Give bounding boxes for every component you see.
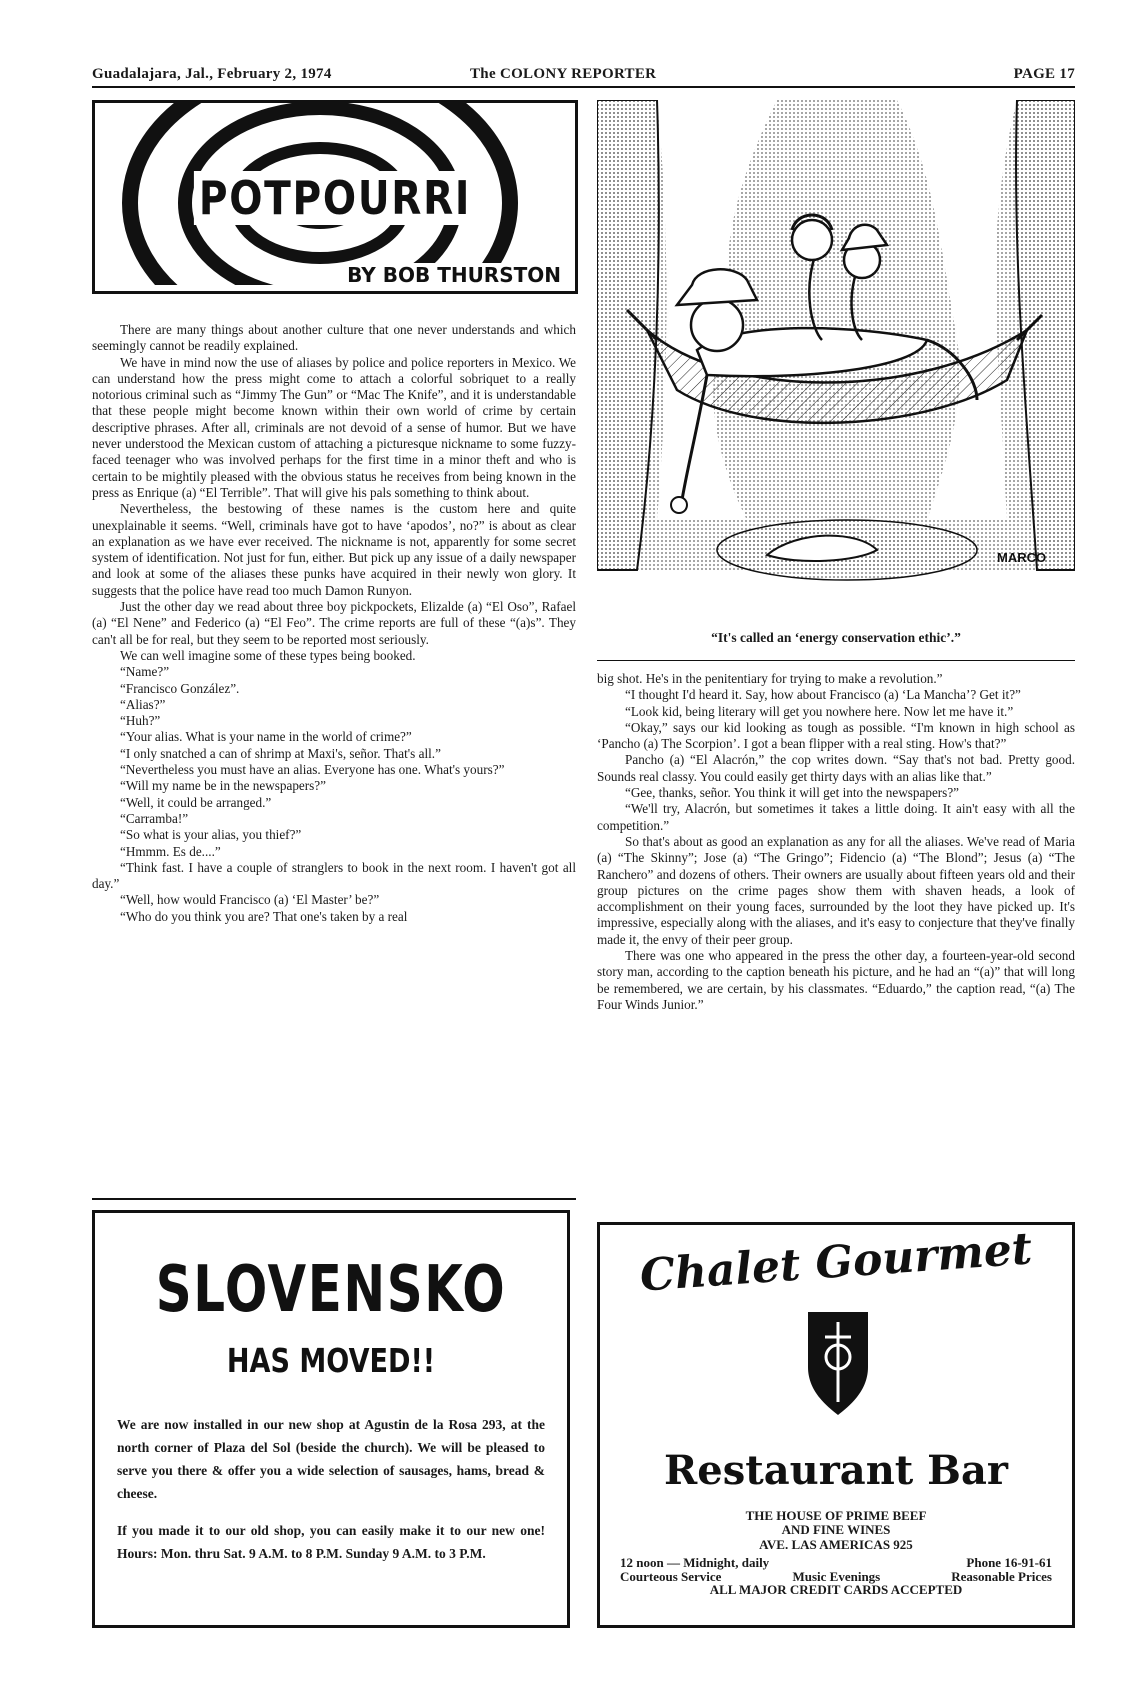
newspaper-name: The COLONY REPORTER — [470, 66, 657, 82]
ad-slovensko-paragraph: We are now installed in our new shop at Agustin de la Rosa 293, at the north corner of Plaza del Sol (beside the church). We will be pleased to serve you there & offer you a wide selection of sausages, hams, bread & cheese. — [117, 1417, 545, 1501]
article-paragraph: “Who do you think you are? That one's taken by a real — [120, 908, 408, 924]
page-number: PAGE 17 — [1013, 66, 1075, 82]
cartoon — [597, 100, 1075, 625]
ad-slovensko-body — [117, 1413, 545, 1579]
article-paragraph: Pancho (a) “El Alacrón,” the cop writes down. “Say that's not bad. Pretty good. Sounds real classy. You could easily get thirty days with an alias like that.” — [597, 752, 1075, 784]
shield-emblem-icon — [803, 1307, 873, 1417]
ad-chalet-line-1: THE HOUSE OF PRIME BEEF — [745, 1508, 927, 1523]
article-paragraph: “Gee, thanks, señor. You think it will get into the newspapers?” — [625, 785, 960, 801]
article-paragraph: “Well, how would Francisco (a) ‘El Master’ be?” — [120, 892, 380, 908]
ad-slovensko-subtitle: HAS MOVED!! — [226, 1341, 436, 1380]
article-left-column — [92, 322, 576, 925]
article-right-column — [597, 671, 1075, 1013]
article-paragraph: There was one who appeared in the press the other day, a fourteen-year-old second story man, according to the caption beneath his picture, and he had an “(a)” that will long be remembered, we are certain, by his classmates. “Eduardo,” the caption read, “(a) The Four Winds Junior.” — [597, 948, 1075, 1012]
article-paragraph: “Carramba!” — [120, 810, 189, 826]
column-masthead — [92, 100, 578, 294]
cartoonist-signature: MARCO — [997, 550, 1047, 565]
article-paragraph: So that's about as good an explanation as any for all the aliases. We've read of Maria (a) “The Skinny”; Jose (a) “The Gringo”; Fidencio (a) “The Blond”; Jesus (a) “The Ranchero” and dozens of others. Their owners are usually about fifteen years old and their group pictures on the crime pages show them with shaven heads, a look of accomplishment on their young faces, surrounded by the loot they have picked up. It's impressive, especially along with the aliases, and it's easy to conjecture that they've finally made it, the envy of their peer group. — [597, 833, 1075, 947]
ad-chalet-phone: Phone 16-91-61 — [966, 1555, 1052, 1570]
left-column-bottom-rule — [92, 1198, 576, 1200]
ad-slovensko-title: SLOVENSKO — [155, 1253, 507, 1327]
article-paragraph: “I only snatched a can of shrimp at Maxi's, señor. That's all.” — [120, 745, 441, 761]
article-paragraph: “Name?” — [120, 664, 170, 680]
article-paragraph: Just the other day we read about three boy pickpockets, Elizalde (a) “El Oso”, Rafael (a) “El Nene” and Federico (a) “El Feo”. The crime reports are full of these “(a)s”. They can't all be for real, but they seem to be reported most seriously. — [92, 599, 576, 647]
dateline: Guadalajara, Jal., February 2, 1974 — [92, 66, 332, 82]
article-paragraph: “Look kid, being literary will get you nowhere here. Now let me have it.” — [625, 703, 1014, 719]
article-paragraph: “Will my name be in the newspapers?” — [120, 778, 326, 794]
header-rule — [92, 86, 1075, 88]
ad-chalet-music: Music Evenings — [792, 1569, 881, 1584]
ad-chalet-credit-cards: ALL MAJOR CREDIT CARDS ACCEPTED — [709, 1582, 963, 1597]
article-paragraph: “Nevertheless you must have an alias. Everyone has one. What's yours?” — [120, 762, 505, 778]
ad-chalet-line-2: AND FINE WINES — [781, 1522, 891, 1537]
hammock-cartoon-illustration — [597, 100, 1075, 625]
slovensko-ad — [92, 1210, 570, 1628]
ad-chalet-address: AVE. LAS AMERICAS 925 — [759, 1537, 913, 1552]
article-paragraph: There are many things about another culture that one never understands and which seemingly cannot be readily explained. — [92, 322, 576, 354]
ad-chalet-prices: Reasonable Prices — [951, 1569, 1052, 1584]
ad-chalet-service: Courteous Service — [620, 1569, 722, 1584]
article-paragraph: “Alias?” — [120, 696, 166, 712]
article-paragraph: “Okay,” says our kid looking as tough as possible. “I'm known in high school as ‘Pancho (a) The Scorpion’. I got a bean flipper with a real sting. How's that?” — [597, 719, 1075, 752]
caption-rule — [597, 660, 1075, 661]
column-byline: BY BOB THURSTON — [343, 263, 565, 287]
ad-chalet-hours: 12 noon — Midnight, daily — [620, 1555, 770, 1570]
article-paragraph: big shot. He's in the penitentiary for trying to make a revolution.” — [597, 671, 943, 686]
article-paragraph: We have in mind now the use of aliases by police and police reporters in Mexico. We can understand how the press might come to attach a colorful sobriquet to a really notorious criminal such as “Jimmy The Gun” or “Mac The Knife”, and it is understandable that these people might become known within their own world of crime by certain descriptive phrases. After all, criminals are not devoid of a sense of humor. But we have never understood the Mexican custom of attaching a picturesque nickname to some fuzzy-faced teenager who was involved perhaps for the first time in a minor theft and who is certain to be mightily pleased with the obvious status he receives from being known in the press as Enrique (a) “El Terrible”. That will give his pals something to think about. — [92, 354, 576, 500]
ad-chalet-restaurant-bar: Restaurant Bar — [664, 1447, 1008, 1494]
article-paragraph: “Hmmm. Es de....” — [120, 843, 221, 859]
ad-slovensko-hours: If you made it to our old shop, you can easily make it to our new one! Hours: Mon. thru Sat. 9 A.M. to 8 P.M. Sunday 9 A.M. to 3 P.M. — [117, 1523, 545, 1561]
article-paragraph: “Well, it could be arranged.” — [120, 794, 272, 810]
article-paragraph: “We'll try, Alacrón, but sometimes it takes a little doing. It ain't easy with all the competition.” — [597, 801, 1075, 833]
article-paragraph: “So what is your alias, you thief?” — [120, 827, 302, 843]
column-title: POTPOURRI — [131, 171, 539, 225]
article-paragraph: Nevertheless, the bestowing of these names is the custom here and quite unexplainable it seems. “Well, criminals have got to have ‘apodos’, no?” is about as clear an explanation as we have ever received. The nickname is not, apparently for some secret system of identification. Not just for fun, either. But pick up any issue of a daily newspaper and look at some of the aliases these punks have acquired in their newly won glory. It suggests that the police have read too much Damon Runyon. — [92, 501, 576, 598]
article-paragraph: “I thought I'd heard it. Say, how about Francisco (a) ‘La Mancha’? Get it?” — [625, 687, 1021, 703]
article-paragraph: “Francisco González”. — [120, 680, 240, 696]
article-paragraph: “Think fast. I have a couple of stranglers to book in the next room. I haven't got all day.” — [92, 859, 576, 892]
ad-chalet-name: Chalet Gourmet — [638, 1223, 1034, 1302]
article-paragraph: We can well imagine some of these types being booked. — [120, 647, 416, 663]
article-paragraph: “Your alias. What is your name in the world of crime?” — [120, 729, 412, 745]
article-paragraph: “Huh?” — [120, 713, 161, 729]
chalet-gourmet-ad — [597, 1222, 1075, 1628]
cartoon-caption: “It's called an ‘energy conservation ethic’.” — [711, 630, 961, 645]
